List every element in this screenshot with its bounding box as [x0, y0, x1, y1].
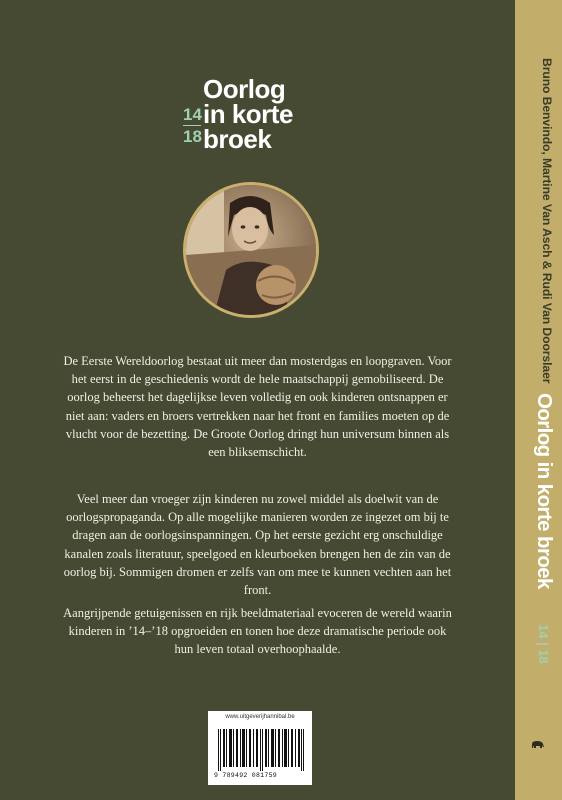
- child-photo-image: [186, 185, 316, 315]
- year-end: 18: [183, 127, 202, 146]
- blurb-paragraph-1: De Eerste Wereldoorlog bestaat uit meer dan mosterdgas en loopgraven. Voor het eerst in de geschiedenis wordt de hele maatschappij gemobiliseerd. De oorlog beheerst het dagelijkse leven volledig en ook kinderen ontsnappen er niet aan: vaders en broers vertrekken naar het front en families moeten op de vlucht voor de bezetting. De Groote Oorlog dringt hun universum binnen als een bliksemschicht.: [63, 354, 452, 460]
- publisher-url: www.uitgeverijhannibal.be: [225, 714, 295, 720]
- spine-title: Oorlog in korte broek: [533, 393, 556, 589]
- title-line-2: in korte: [203, 99, 293, 129]
- blurb-paragraph-2: Veel meer dan vroeger zijn kinderen nu zowel middel als doelwit van de oorlogspropaganda. Op alle mogelijke manieren worden ze ingezet om bij te dragen aan de oorlogsinspanningen. Op het eerste gezicht erg onschuldige kanalen zoals literatuur, speelgoed en kleurboeken brengen hen de zin van de oorlog bij. Sommigen dromen er zelfs van om mee te kunnen vechten aan het front.: [63, 492, 452, 598]
- child-photo: [183, 182, 319, 318]
- barcode-bars: [218, 729, 304, 771]
- isbn-number: 9 789492 081759: [214, 772, 278, 779]
- title-line-3: broek: [203, 124, 272, 154]
- barcode-box: [208, 711, 312, 785]
- cover-title: [183, 76, 373, 156]
- spine-text-area: [520, 58, 560, 708]
- blurb-paragraph-3: Aangrijpende getuigenissen en rijk beeldmateriaal evoceren de wereld waarin kinderen in ’14–’18 opgroeiden en tonen hoe deze dramatische periode ook hun leven totaal overhoophaalde.: [63, 606, 452, 657]
- year-start: 14: [183, 105, 202, 124]
- spine-authors: Bruno Benvindo, Martine Van Asch & Rudi Van Doorslaer: [540, 58, 554, 384]
- elephant-logo-icon: [530, 740, 546, 750]
- year-divider: [183, 125, 201, 126]
- title-line-1: Oorlog: [203, 74, 286, 104]
- spine-years: 14 | 18: [536, 624, 551, 664]
